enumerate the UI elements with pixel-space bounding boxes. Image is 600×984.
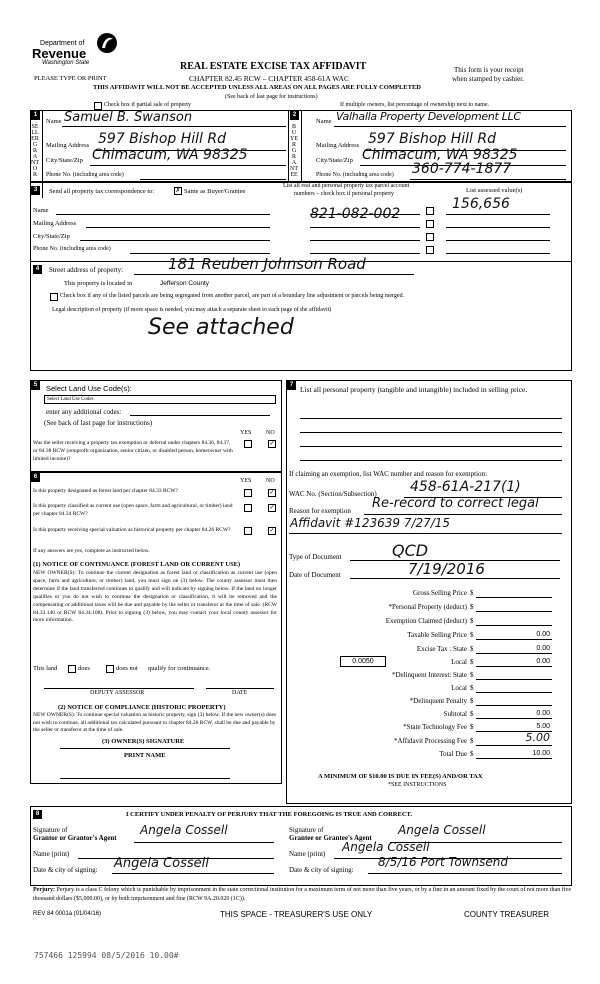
does-not-checkbox[interactable]: [106, 665, 114, 673]
notice-compliance-title: (2) NOTICE OF COMPLIANCE (HISTORIC PROPERTY): [58, 704, 226, 711]
grantee-name-label: Name (print): [289, 850, 326, 858]
fee-line-excise-state: [476, 653, 552, 654]
corr-phone-label: Phone No. (including area code): [33, 246, 111, 252]
section-1-number: 1: [31, 111, 40, 120]
street-label: Street address of property:: [49, 266, 124, 274]
fee-label-excise-state: Excise Tax : State: [416, 645, 467, 653]
logo-line3: Washington State: [42, 60, 90, 66]
treasurer-use: THIS SPACE - TREASURER'S USE ONLY: [220, 910, 373, 919]
section-5-no: NO: [266, 430, 275, 436]
exemption-label: If claiming an exemption, list WAC number and reason for exemption:: [289, 470, 487, 478]
seller-name-value[interactable]: Samuel B. Swanson: [64, 110, 193, 125]
personal-property-line-3: [300, 446, 562, 447]
logo-line2: Revenue: [32, 46, 87, 61]
does-label: does: [78, 665, 90, 672]
corr-phone-line: [130, 253, 270, 254]
fee-value-total[interactable]: 10.00: [532, 750, 550, 757]
form-chapter: CHAPTER 82.45 RCW – CHAPTER 458-61A WAC: [189, 74, 349, 83]
fee-line-gross: [476, 597, 552, 598]
seller-mailing-value[interactable]: 597 Bishop Hill Rd: [98, 131, 226, 147]
buyer-phone-value[interactable]: 360-774-1877: [412, 161, 512, 177]
parcel-line-1: [310, 214, 420, 215]
fee-label-technology: *State Technology Fee: [403, 723, 467, 731]
reason-value-2[interactable]: Affidavit #123639 7/27/15: [290, 516, 451, 530]
segregated-label: Check box if any of the listed parcels are being segregated from another parcel, are part of a boundary line adjustment or parcels being merged.: [60, 293, 405, 299]
section-5-number: 5: [31, 381, 40, 390]
if-any-yes: If any answers are yes, complete as instructed below.: [33, 548, 150, 554]
corr-name-line: [56, 214, 270, 215]
doc-type-label: Type of Document: [289, 553, 342, 561]
notice-compliance-text: NEW OWNER(S): To continue special valuation as historic property, sign (3) below. If the new owner(s) does not wish to continue, all additional tax calculated pursuant to chapter 84.26 RCW, shall be due and payable by the seller or transferor at the time of sale.: [33, 712, 277, 734]
please-type: PLEASE TYPE OR PRINT: [34, 75, 107, 82]
perjury-notice: [33, 886, 573, 904]
reason-line-1: [364, 514, 562, 515]
grantee-sig-label-2: Grantee or Grantee's Agent: [289, 834, 372, 842]
fee-currency: $: [470, 671, 474, 679]
same-as-buyer-checkbox[interactable]: ✗: [175, 188, 181, 194]
land-use-title: Select Land Use Code(s):: [46, 384, 132, 393]
buyer-phone-line: [410, 179, 566, 180]
fee-value-excise-local[interactable]: 0.00: [536, 658, 550, 665]
owner-signature-line: [60, 748, 230, 749]
fee-label-delinquent-penalty: *Delinquent Penalty: [409, 697, 467, 705]
assessed-line-2: [446, 227, 550, 228]
fee-currency: $: [470, 645, 474, 653]
partial-sale-label: Check box if partial sale of property: [104, 102, 191, 108]
assessed-line-1: [446, 214, 550, 215]
parcel-3-checkbox[interactable]: [426, 233, 434, 241]
does-checkbox[interactable]: [68, 665, 76, 673]
fee-label-processing: *Affidavit Processing Fee: [394, 737, 467, 745]
section-3-side-line: [42, 182, 43, 198]
personal-property-line-4: [300, 460, 562, 461]
section-5-see-back: (See back of last page for instructions): [44, 419, 153, 427]
county-treasurer: COUNTY TREASURER: [464, 910, 550, 919]
receipt-line2: when stamped by cashier.: [452, 75, 524, 83]
corr-city-label: City/State/Zip: [33, 233, 70, 240]
wac-value[interactable]: 458-61A-217(1): [410, 479, 521, 495]
grantor-sig-line: [134, 842, 274, 843]
fee-value-processing[interactable]: 5.00: [525, 731, 550, 744]
fee-line-delinquent-local: [476, 692, 552, 693]
grantor-printed-name[interactable]: Angela Cossell: [114, 856, 209, 871]
county-label: This property is located in: [64, 280, 133, 287]
doc-date-value[interactable]: 7/19/2016: [408, 560, 485, 578]
fee-currency: $: [470, 684, 474, 692]
assessed-value[interactable]: 156,656: [452, 196, 510, 212]
fee-line-excise-local: [476, 666, 552, 667]
seller-name-line: [62, 126, 286, 127]
perjury-bold: Perjury:: [33, 887, 55, 893]
street-line: [134, 274, 414, 275]
fee-currency: $: [470, 697, 474, 705]
section-6-no: NO: [266, 478, 275, 484]
section-2-number: 2: [290, 111, 299, 120]
grantee-date-label: Date & city of signing:: [289, 866, 354, 874]
parcel-header-2: numbers – check box if personal property: [294, 191, 394, 197]
corr-mailing-label: Mailing Address: [33, 220, 77, 227]
historic-no-checkbox[interactable]: ✓: [269, 528, 275, 534]
send-correspondence-label: Send all property tax correspondence to:: [49, 188, 155, 195]
fee-label-taxable: Taxable Selling Price: [407, 631, 467, 639]
personal-property-line-1: [300, 418, 562, 419]
buyer-phone-label: Phone No. (including area code): [316, 172, 394, 178]
perjury-text: Perjury is a class C felony which is punishable by imprisonment in the state correctional institution for a maximum term of not more than five years, or by a fine in an amount fixed by the court of not more than five thousand dollars ($5,000.00), or by both imprisonment and fine (RCW 9A.20.020 (1C)).: [33, 887, 572, 902]
fee-label-exemption: Exemption Claimed (deduct): [385, 617, 467, 625]
fee-currency: $: [470, 750, 474, 758]
fee-label-total: Total Due: [439, 750, 467, 758]
reason-label: Reason for exemption: [289, 507, 351, 515]
fee-line-personal: [476, 611, 552, 612]
buyer-name-label: Name: [316, 118, 332, 125]
form-warning: THIS AFFIDAVIT WILL NOT BE ACCEPTED UNLESS ALL AREAS ON ALL PAGES ARE FULLY COMPLETED: [93, 84, 421, 91]
fee-label-delinquent-local: Local: [451, 684, 467, 692]
seller-side-label: SELLER GRANTOR: [31, 124, 39, 178]
parcel-line-4: [310, 253, 420, 254]
grantor-sig-label-2: Grantor or Grantor's Agent: [33, 834, 117, 842]
assessed-line-3: [446, 240, 550, 241]
fee-currency: $: [470, 589, 474, 597]
historic-question: Is this property receiving special valuation as historical property per chapter 84.26 RCW?: [33, 527, 231, 533]
grantor-date-line: [112, 873, 274, 874]
grantee-date-city[interactable]: 8/5/16 Port Townsend: [378, 855, 508, 869]
current-use-no-checkbox[interactable]: ✓: [269, 505, 275, 511]
receipt-line1: This form is your receipt: [454, 66, 524, 74]
parcel-line-2: [310, 227, 420, 228]
section-4-box: [30, 260, 572, 371]
parcel-value[interactable]: 821-082-002: [310, 206, 401, 222]
does-not-label: does not: [116, 665, 138, 672]
cashier-stamp: 757466 125994 08/5/2016 10.00#: [34, 951, 179, 960]
doc-date-line: [350, 578, 560, 579]
fee-line-exemption: [476, 625, 552, 626]
rev-number: REV 84 0001a (01/04/16): [33, 911, 102, 917]
current-use-yes-checkbox[interactable]: [244, 504, 252, 512]
section-7-number: 7: [287, 381, 296, 390]
parcel-2-checkbox[interactable]: [426, 220, 434, 228]
fee-currency: $: [470, 631, 474, 639]
see-instructions: *SEE INSTRUCTIONS: [388, 782, 447, 788]
buyer-city-value[interactable]: Chimacum, WA 98325: [362, 147, 518, 163]
fee-value-subtotal[interactable]: 0.00: [536, 710, 550, 717]
forest-yes-checkbox[interactable]: [244, 489, 252, 497]
section-8-box: [30, 806, 572, 886]
exemption-no-checkbox[interactable]: ✓: [269, 441, 275, 447]
reason-line-2: [289, 533, 562, 534]
fee-currency: $: [470, 603, 474, 611]
buyer-name-value[interactable]: Valhalla Property Development LLC: [336, 110, 521, 123]
personal-property-label: List all personal property (tangible and intangible) included in selling price.: [300, 385, 528, 394]
notice-continuance-text: NEW OWNER(S): To continue the current designation as forest land or classification as current use (open space, farm and agriculture, or timber) land, you must sign on (3) below. The county assessor must then determine if the land transferred continues to qualify and will indicate by signing below. If the land no longer qualifies or you do not wish to continue the designation or classification, it will be removed and the compensating or additional taxes will be due and payable by the seller or transferor at the time of sale. (RCW 84.33.140 or RCW 84.34.108). Prior to signing (3) below, you may contact your local county assessor for more information.: [33, 570, 277, 624]
forest-no-checkbox[interactable]: ✓: [269, 490, 275, 496]
minimum-notice: A MINIMUM OF $10.00 IS DUE IN FEE(S) AND/OR TAX: [318, 773, 483, 780]
fee-line-delinquent-penalty: [476, 705, 552, 706]
seller-phone-line: [140, 179, 286, 180]
owner-signature-label: (3) OWNER(S) SIGNATURE: [102, 738, 185, 745]
current-use-question: Is this property classified as current use (open space, farm and agricultural, or timber) land per chapter 84.34 RCW?: [33, 503, 233, 517]
forest-question: Is this property designated as forest land per chapter 84.33 RCW?: [33, 488, 178, 494]
seller-city-line: [90, 165, 286, 166]
section-6-yes: YES: [240, 478, 252, 484]
section-4-number: 4: [33, 265, 42, 274]
form-title: REAL ESTATE EXCISE TAX AFFIDAVIT: [180, 61, 367, 72]
qualify-label: qualify for continuance.: [148, 665, 211, 672]
deputy-line: [44, 688, 194, 689]
corr-city-line: [80, 240, 270, 241]
parcel-line-3: [310, 240, 420, 241]
print-name-line: [60, 778, 230, 779]
grantee-sig-label-1: Signature of: [289, 826, 324, 834]
historic-yes-checkbox[interactable]: [244, 527, 252, 535]
fee-line-delinquent-interest: [476, 679, 552, 680]
seller-city-value[interactable]: Chimacum, WA 98325: [92, 147, 248, 163]
section-8-number: 8: [33, 810, 42, 819]
reason-value-1[interactable]: Re-record to correct legal: [372, 496, 539, 511]
fee-currency: $: [470, 737, 474, 745]
exemption-question: Was the seller receiving a property tax exemption or deferral under chapters 84.36, 84.37, or 84.38 RCW (nonprofit organization, senior citizen, or disabled person, homeowner with limited income)?: [33, 440, 233, 462]
parcel-4-checkbox[interactable]: [426, 246, 434, 254]
this-land-label: This land: [33, 665, 58, 672]
grantee-signature[interactable]: Angela Cossell: [398, 823, 486, 837]
logo-line1: Department of: [40, 40, 85, 47]
fee-label-gross: Gross Selling Price: [412, 589, 467, 597]
fee-line-processing: [476, 745, 552, 746]
seller-city-label: City/State/Zip: [46, 157, 83, 164]
fee-value-excise-state[interactable]: 0.00: [536, 645, 550, 652]
buyer-city-label: City/State/Zip: [316, 157, 353, 164]
seller-phone-label: Phone No. (including area code): [46, 172, 124, 178]
form-see-back: (See back of last page for instructions): [225, 94, 318, 100]
fee-value-taxable[interactable]: 0.00: [536, 631, 550, 638]
buyer-side-label: BUYER GRANTEE: [290, 124, 298, 178]
exemption-yes-checkbox[interactable]: [244, 440, 252, 448]
personal-property-line-2: [300, 432, 562, 433]
parcel-header-1: List all real and personal property tax parcel account: [283, 183, 410, 189]
buyer-mailing-value[interactable]: 597 Bishop Hill Rd: [368, 131, 496, 147]
section-1-side-line: [42, 110, 43, 181]
buyer-mailing-label: Mailing Address: [316, 142, 360, 149]
grantor-name-label: Name (print): [33, 850, 70, 858]
fee-currency: $: [470, 617, 474, 625]
fee-label-subtotal: Subtotal: [443, 710, 467, 718]
legal-value[interactable]: See attached: [148, 315, 294, 340]
notice-continuance-title: (1) NOTICE OF CONTINUANCE (FOREST LAND OR CURRENT USE): [33, 561, 241, 568]
partial-sale-checkbox[interactable]: [94, 102, 102, 110]
fee-currency: $: [470, 723, 474, 731]
county-value: Jefferson County: [160, 280, 210, 287]
parties-vertical: [288, 110, 289, 181]
additional-codes-line: [130, 415, 270, 416]
buyer-name-line: [334, 126, 566, 127]
assessed-line-4: [446, 253, 550, 254]
street-value[interactable]: 181 Reuben Johnson Road: [168, 255, 366, 273]
fee-line-subtotal: [476, 718, 552, 719]
fee-value-technology[interactable]: 5.00: [536, 723, 550, 730]
fee-label-excise-local: Local: [451, 658, 467, 666]
deputy-label: DEPUTY ASSESSOR: [90, 690, 145, 696]
local-rate-box[interactable]: 0.0050: [340, 656, 386, 667]
land-use-select[interactable]: Select Land Use Codes: [44, 395, 276, 404]
legal-label: Legal description of property (if more space is needed, you may attach a separate sheet to each page of the affidavit): [52, 307, 332, 313]
section-3-number: 3: [31, 186, 40, 195]
additional-codes-label: enter any additional codes:: [46, 408, 122, 416]
doc-type-value[interactable]: QCD: [392, 541, 429, 560]
doc-date-label: Date of Document: [289, 571, 341, 579]
print-name-label: PRINT NAME: [124, 752, 166, 759]
multiple-owners-label: If multiple owners, list percentage of ownership next to name.: [340, 102, 490, 108]
section-2-side-line: [301, 110, 302, 181]
section-6-number: 6: [31, 473, 40, 482]
same-as-buyer-label: Same as Buyer/Grantee: [184, 188, 246, 195]
segregated-checkbox[interactable]: [50, 293, 58, 301]
grantee-date-line: [368, 873, 562, 874]
fee-line-taxable: [476, 639, 552, 640]
corr-mailing-line: [86, 227, 270, 228]
fee-currency: $: [470, 710, 474, 718]
logo-swirl-icon: [96, 30, 118, 56]
assessed-header: List assessed value(s): [466, 187, 523, 194]
grantor-signature[interactable]: Angela Cossell: [140, 823, 228, 837]
parcel-1-checkbox[interactable]: [426, 207, 434, 215]
grantee-printed-name[interactable]: Angela Cossell: [342, 840, 430, 854]
seller-mailing-label: Mailing Address: [46, 142, 90, 149]
section-5-yes: YES: [240, 430, 252, 436]
fee-label-personal: *Personal Property (deduct): [388, 603, 467, 611]
certify-statement: I CERTIFY UNDER PENALTY OF PERJURY THAT THE FOREGOING IS TRUE AND CORRECT.: [126, 811, 413, 818]
grantor-sig-label-1: Signature of: [33, 826, 68, 834]
seller-name-label: Name: [46, 118, 62, 125]
fee-label-delinquent-interest: *Delinquent Interest: State: [391, 671, 467, 679]
fee-line-total: [476, 758, 552, 759]
corr-name-label: Name: [33, 207, 49, 214]
deputy-date-label: DATE: [232, 690, 248, 696]
deputy-date-line: [206, 688, 274, 689]
grantor-date-label: Date & city of signing:: [33, 866, 98, 874]
wac-label: WAC No. (Section/Subsection): [289, 490, 377, 498]
fee-currency: $: [470, 658, 474, 666]
